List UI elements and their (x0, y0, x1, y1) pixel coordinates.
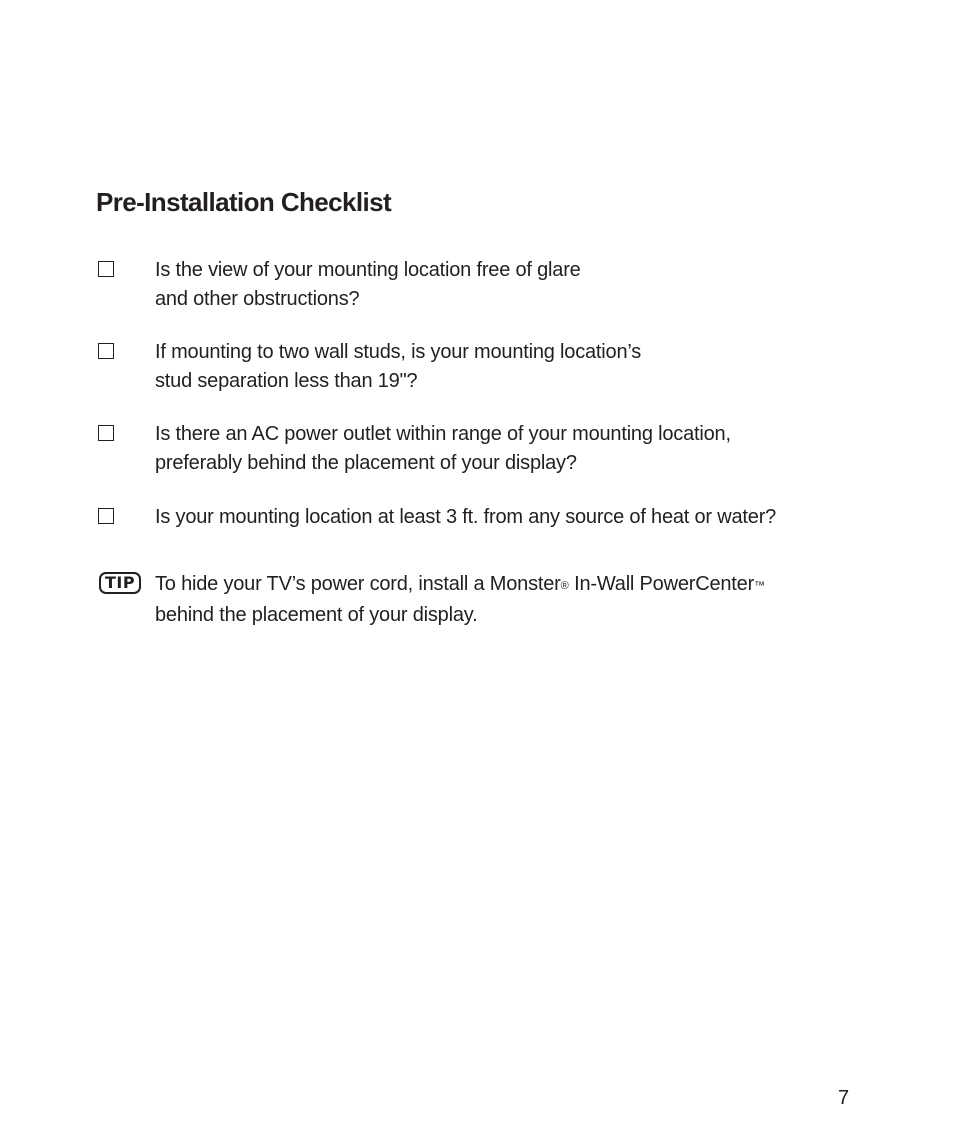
checkbox-icon[interactable] (98, 343, 114, 359)
page-title: Pre-Installation Checklist (96, 187, 392, 217)
checklist-item-text: Is your mounting location at least 3 ft. from any source of heat or water? (155, 506, 777, 528)
checkbox-icon[interactable] (98, 425, 114, 441)
page-number: 7 (838, 1087, 850, 1109)
checklist-item-text: If mounting to two wall studs, is your mounting location’s stud separation less than 19"? (155, 341, 642, 392)
tip-badge-icon: TIP (99, 572, 141, 594)
checkbox-icon[interactable] (98, 508, 114, 524)
tip-text-line2: behind the placement of your display. (155, 604, 478, 626)
checklist-item-text: Is there an AC power outlet within range of your mounting location, preferably behind the placement of your display? (155, 423, 731, 474)
checkbox-icon[interactable] (98, 261, 114, 277)
tip-text (155, 570, 875, 630)
tip-text-part2: In-Wall PowerCenter (568, 573, 755, 595)
checklist-item-text: Is the view of your mounting location free of glare and other obstructions? (155, 259, 581, 310)
trademark-mark: ™ (754, 580, 766, 592)
tip-text-part1: To hide your TV’s power cord, install a Monster (155, 573, 561, 595)
registered-mark: ® (560, 580, 569, 592)
